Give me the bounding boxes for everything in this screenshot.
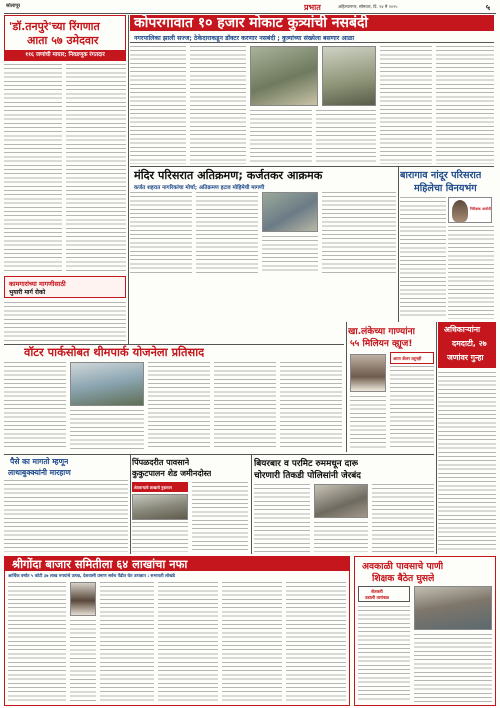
water-body-col-3 bbox=[148, 362, 210, 450]
center-body-col-1 bbox=[130, 192, 192, 274]
masthead bbox=[304, 2, 494, 12]
tanpure-headline-2: आता ५७ उमेदवार bbox=[27, 34, 99, 47]
songs-body-col-2 bbox=[390, 366, 434, 450]
songs-photo bbox=[350, 354, 386, 392]
shrigonda-subhead: आर्थिक वर्षात ५ कोटी ३७ लाख रुपयांचे उत्पन्न, देशवासी प्रमाण सर्वच पेंढीत घेत उत्पन्नात : सभापती लोखंडे bbox=[8, 574, 175, 579]
lead-headline: कोपरगावात १० हजार मोकाट कुत्र्यांची नसबंदी bbox=[134, 15, 369, 31]
bar-theft-body-col-2 bbox=[314, 522, 368, 552]
center-body-col-2 bbox=[196, 192, 258, 274]
school-side-label-1: शेतकरी bbox=[371, 589, 383, 595]
dateline: अहिल्यानगर, सोमवार, दि. १४ मे २०२५ bbox=[338, 4, 398, 9]
newspaper-page bbox=[4, 2, 496, 706]
mid-left-headline: कामगारांच्या मागणीसाठी bbox=[9, 280, 66, 288]
lead-photo-2 bbox=[322, 46, 376, 106]
lead-headline-band bbox=[130, 15, 494, 31]
center-photo bbox=[262, 192, 318, 232]
school-side-box bbox=[358, 586, 410, 602]
brand-logo: प्रभात bbox=[304, 3, 321, 12]
tanpure-body-col-2 bbox=[66, 64, 126, 274]
col-rule-songs bbox=[346, 322, 347, 452]
tanpure-strap: ११६ जणांची माघार; निवडणूक रंगतदार bbox=[5, 50, 125, 60]
songs-headline-2: ५५ मिलियन व्ह्यूज! bbox=[350, 339, 413, 349]
right-top-photo-label: निरीक्षक आरोपी bbox=[470, 207, 491, 211]
school-headline-2: शिक्षक बैठेत घुसले bbox=[372, 573, 435, 584]
lead-body-col-6 bbox=[436, 46, 494, 164]
officials-headline-1: अधिकाऱ्यांना bbox=[444, 325, 481, 334]
right-top-headline-2: महिलेचा विनयभंग bbox=[414, 183, 477, 194]
water-body-col-1 bbox=[4, 362, 66, 450]
songs-headline-1: खा.लंकेच्या गाण्यांना bbox=[348, 327, 415, 337]
tanpure-box bbox=[4, 15, 126, 61]
masthead-rule bbox=[4, 13, 496, 14]
accused-photo bbox=[452, 200, 468, 222]
bar-theft-headline-1: बियरबार व परमिट रुममधून दारू bbox=[254, 459, 359, 469]
center-headline: मंदिर परिसरात अतिक्रमण; कर्जतकर आक्रमक bbox=[134, 169, 323, 182]
mid-left-box bbox=[4, 276, 126, 298]
school-photo bbox=[414, 586, 492, 630]
rain-photo-label: शेतकऱ्याचे लाखाचे नुकसान bbox=[134, 484, 172, 490]
lead-subhead-rule bbox=[130, 42, 494, 43]
lead-body-col-4 bbox=[316, 110, 376, 164]
tanpure-headline-1: 'डॉ.तनपुरे'च्या रिंगणात bbox=[9, 20, 100, 33]
bar-theft-photo bbox=[314, 484, 368, 518]
col-rule-lower-1 bbox=[130, 455, 131, 554]
officials-headline-2: दमदाटी, २७ bbox=[452, 339, 487, 348]
page-number: ५ bbox=[485, 3, 490, 12]
rain-photo-label-box bbox=[132, 482, 188, 492]
bar-theft-body-col-3 bbox=[372, 484, 434, 552]
right-top-body-col-1 bbox=[400, 197, 446, 319]
right-top-body-col-2 bbox=[448, 226, 494, 319]
section-name: सोलापूर bbox=[6, 3, 21, 9]
lead-body-col-1 bbox=[130, 46, 186, 164]
caller-tune-box bbox=[390, 352, 434, 364]
rain-photo bbox=[132, 494, 188, 520]
center-subhead: कर्जत शहरात नागरिकांचा मोर्चा; अतिक्रमण हटाव मोहिमेची मागणी bbox=[134, 185, 265, 191]
officials-body bbox=[438, 372, 496, 552]
school-body-col-2 bbox=[414, 634, 492, 702]
beating-headline-1: पैसे का मागतो म्हणून bbox=[10, 457, 69, 466]
water-body-col-5 bbox=[280, 362, 342, 450]
rain-body-col-1 bbox=[132, 522, 188, 552]
col-rule-officials bbox=[436, 322, 437, 554]
shrigonda-headline: श्रीगोंदा बाजार समितीला ६४ लाखांचा नफा bbox=[12, 557, 188, 571]
shrigonda-body-col-1 bbox=[8, 582, 66, 702]
beating-body bbox=[4, 480, 128, 552]
tanpure-body-col-1 bbox=[4, 64, 62, 274]
bar-theft-headline-2: चोरणारी तिकडी पोलिसांनी जेरबंद bbox=[254, 471, 361, 481]
center-body-col-4 bbox=[322, 192, 396, 274]
school-body-col-1 bbox=[358, 606, 410, 702]
rain-headline-1: पिंपळदरीत पावसाने bbox=[132, 458, 190, 467]
shrigonda-headline-band bbox=[4, 556, 350, 571]
right-top-headline-1: बारागाव नांदूर परिसरात bbox=[400, 170, 482, 181]
lead-body-col-5 bbox=[380, 46, 432, 164]
mid-left-subhead: भुयारी मार्ग रोको bbox=[9, 289, 46, 296]
water-headline: वॉटर पार्कसोबत थीमपार्क योजनेला प्रतिसाद bbox=[24, 345, 205, 359]
col-rule-lower-2 bbox=[251, 455, 252, 554]
lead-photo-1 bbox=[250, 46, 318, 106]
col-rule-left bbox=[128, 15, 129, 344]
shrigonda-body-col-5 bbox=[286, 582, 346, 702]
school-side-label-2: उडाली तारांबळ bbox=[365, 596, 389, 601]
water-body-col-4 bbox=[214, 362, 276, 450]
shrigonda-body-col-3 bbox=[158, 582, 218, 702]
caller-tune-title: आता कॅलर ट्यूनही bbox=[393, 356, 422, 361]
center-body-col-3 bbox=[262, 236, 318, 274]
school-headline-1: अवकाळी पावसाचे पाणी bbox=[362, 561, 444, 572]
col-rule-right-top bbox=[398, 167, 399, 322]
shrigonda-body-col-2 bbox=[100, 582, 154, 702]
beating-headline-2: लाथाबुक्क्यांनी मारहाण bbox=[8, 468, 71, 477]
lead-body-col-3 bbox=[250, 110, 312, 164]
officials-box bbox=[438, 322, 496, 368]
center-top-rule bbox=[130, 166, 494, 167]
lead-subhead: नगरपालिका झाली सज्ज; ठेकेदाराकडून डॉक्टर करणार नसबंदी ; कुत्र्यांच्या संख्येला बसणार आळा bbox=[134, 35, 355, 42]
shrigonda-body-col-4 bbox=[222, 582, 282, 702]
lower-top-rule bbox=[4, 454, 434, 455]
shrigonda-body-col-1b bbox=[70, 620, 96, 702]
songs-body-col-1 bbox=[350, 396, 386, 450]
rain-body-col-2 bbox=[192, 482, 248, 552]
water-body-col-2 bbox=[70, 410, 144, 450]
shrigonda-chairman-photo bbox=[70, 582, 96, 616]
right-top-photo-box bbox=[448, 197, 492, 223]
water-photo bbox=[70, 362, 144, 406]
officials-headline-3: जणांवर गुन्हा bbox=[447, 353, 484, 362]
rain-headline-2: कुकुटपालन शेड जमीनदोस्त bbox=[132, 469, 212, 478]
lead-body-col-2 bbox=[190, 46, 246, 164]
mid-left-body bbox=[4, 302, 126, 342]
bar-theft-body-col-1 bbox=[254, 484, 310, 552]
